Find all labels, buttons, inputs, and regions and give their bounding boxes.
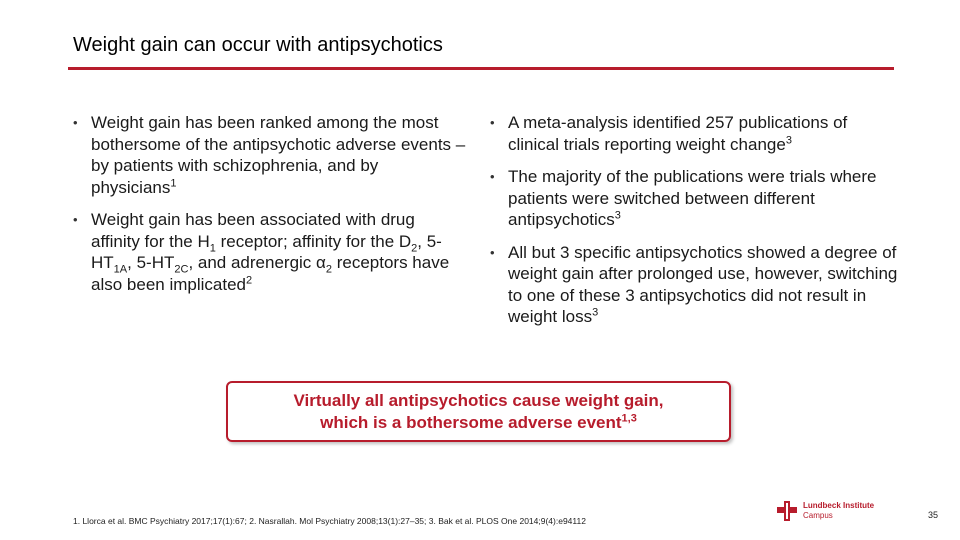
logo-subtitle: Campus xyxy=(803,511,833,520)
bullet-dot-icon: • xyxy=(490,169,495,184)
bullet-item xyxy=(490,112,900,155)
subscript: 2 xyxy=(325,263,332,276)
logo-name: Lundbeck Institute xyxy=(803,501,875,510)
bullet-text: , 5-HT xyxy=(127,253,175,272)
bullet-item xyxy=(73,209,468,295)
bullet-item xyxy=(490,166,900,231)
reference-superscript: 2 xyxy=(245,273,253,286)
reference-superscript: 1 xyxy=(170,176,177,189)
lundbeck-logo xyxy=(776,500,898,524)
bullet-item xyxy=(490,242,900,328)
bullet-dot-icon: • xyxy=(490,244,495,260)
bullet-text: Weight gain has been associated with drug affinity for the H xyxy=(91,210,415,251)
callout-line-2 xyxy=(320,412,637,434)
references-footnote: 1. Llorca et al. BMC Psychiatry 2017;17(1):67; 2. Nasrallah. Mol Psychiatry 2008;13(1):27–35; 3. Bak et al. PLOS One 2014;9(4):e94112 xyxy=(73,516,586,526)
subscript: 1A xyxy=(113,263,128,276)
left-column xyxy=(73,112,468,306)
bullet-item xyxy=(73,112,468,198)
slide-title: Weight gain can occur with antipsychotics xyxy=(73,34,443,56)
bullet-text: Weight gain has been ranked among the most bothersome of the antipsychotic adverse events – by patients with schizophrenia, and by physicians xyxy=(91,113,466,197)
bullet-text: The majority of the publications were trials where patients were switched between different antipsychotics xyxy=(508,167,877,229)
reference-superscript: 1,3 xyxy=(621,411,637,424)
right-column xyxy=(490,112,900,339)
title-divider xyxy=(68,67,894,70)
reference-superscript: 3 xyxy=(785,133,792,146)
bullet-text: , 5-HT xyxy=(91,231,442,272)
bullet-dot-icon: • xyxy=(490,115,495,130)
reference-superscript: 3 xyxy=(614,209,621,222)
subscript: 2C xyxy=(174,263,189,276)
bullet-text: All but 3 specific antipsychotics showed a degree of weight gain after prolonged use, however, switching to one of these 3 antipsychotics did not result in weight loss xyxy=(508,242,898,326)
callout-line-1: Virtually all antipsychotics cause weight gain, xyxy=(293,390,664,410)
page-number: 35 xyxy=(928,510,939,520)
key-message-callout xyxy=(226,381,731,442)
subscript: 2 xyxy=(411,241,418,254)
bullet-text: A meta-analysis identified 257 publications of clinical trials reporting weight change xyxy=(508,113,848,154)
bullet-text: receptors have also been implicated xyxy=(91,253,450,294)
bullet-text: receptor; affinity for the D xyxy=(215,231,412,251)
bullet-text: , and adrenergic α xyxy=(188,253,326,272)
lundbeck-cross-icon xyxy=(776,500,798,522)
subscript: 1 xyxy=(209,241,216,254)
bullet-dot-icon: • xyxy=(73,115,78,130)
reference-superscript: 3 xyxy=(592,306,599,319)
bullet-dot-icon: • xyxy=(73,212,78,227)
callout-text: which is a bothersome adverse event xyxy=(320,412,622,432)
